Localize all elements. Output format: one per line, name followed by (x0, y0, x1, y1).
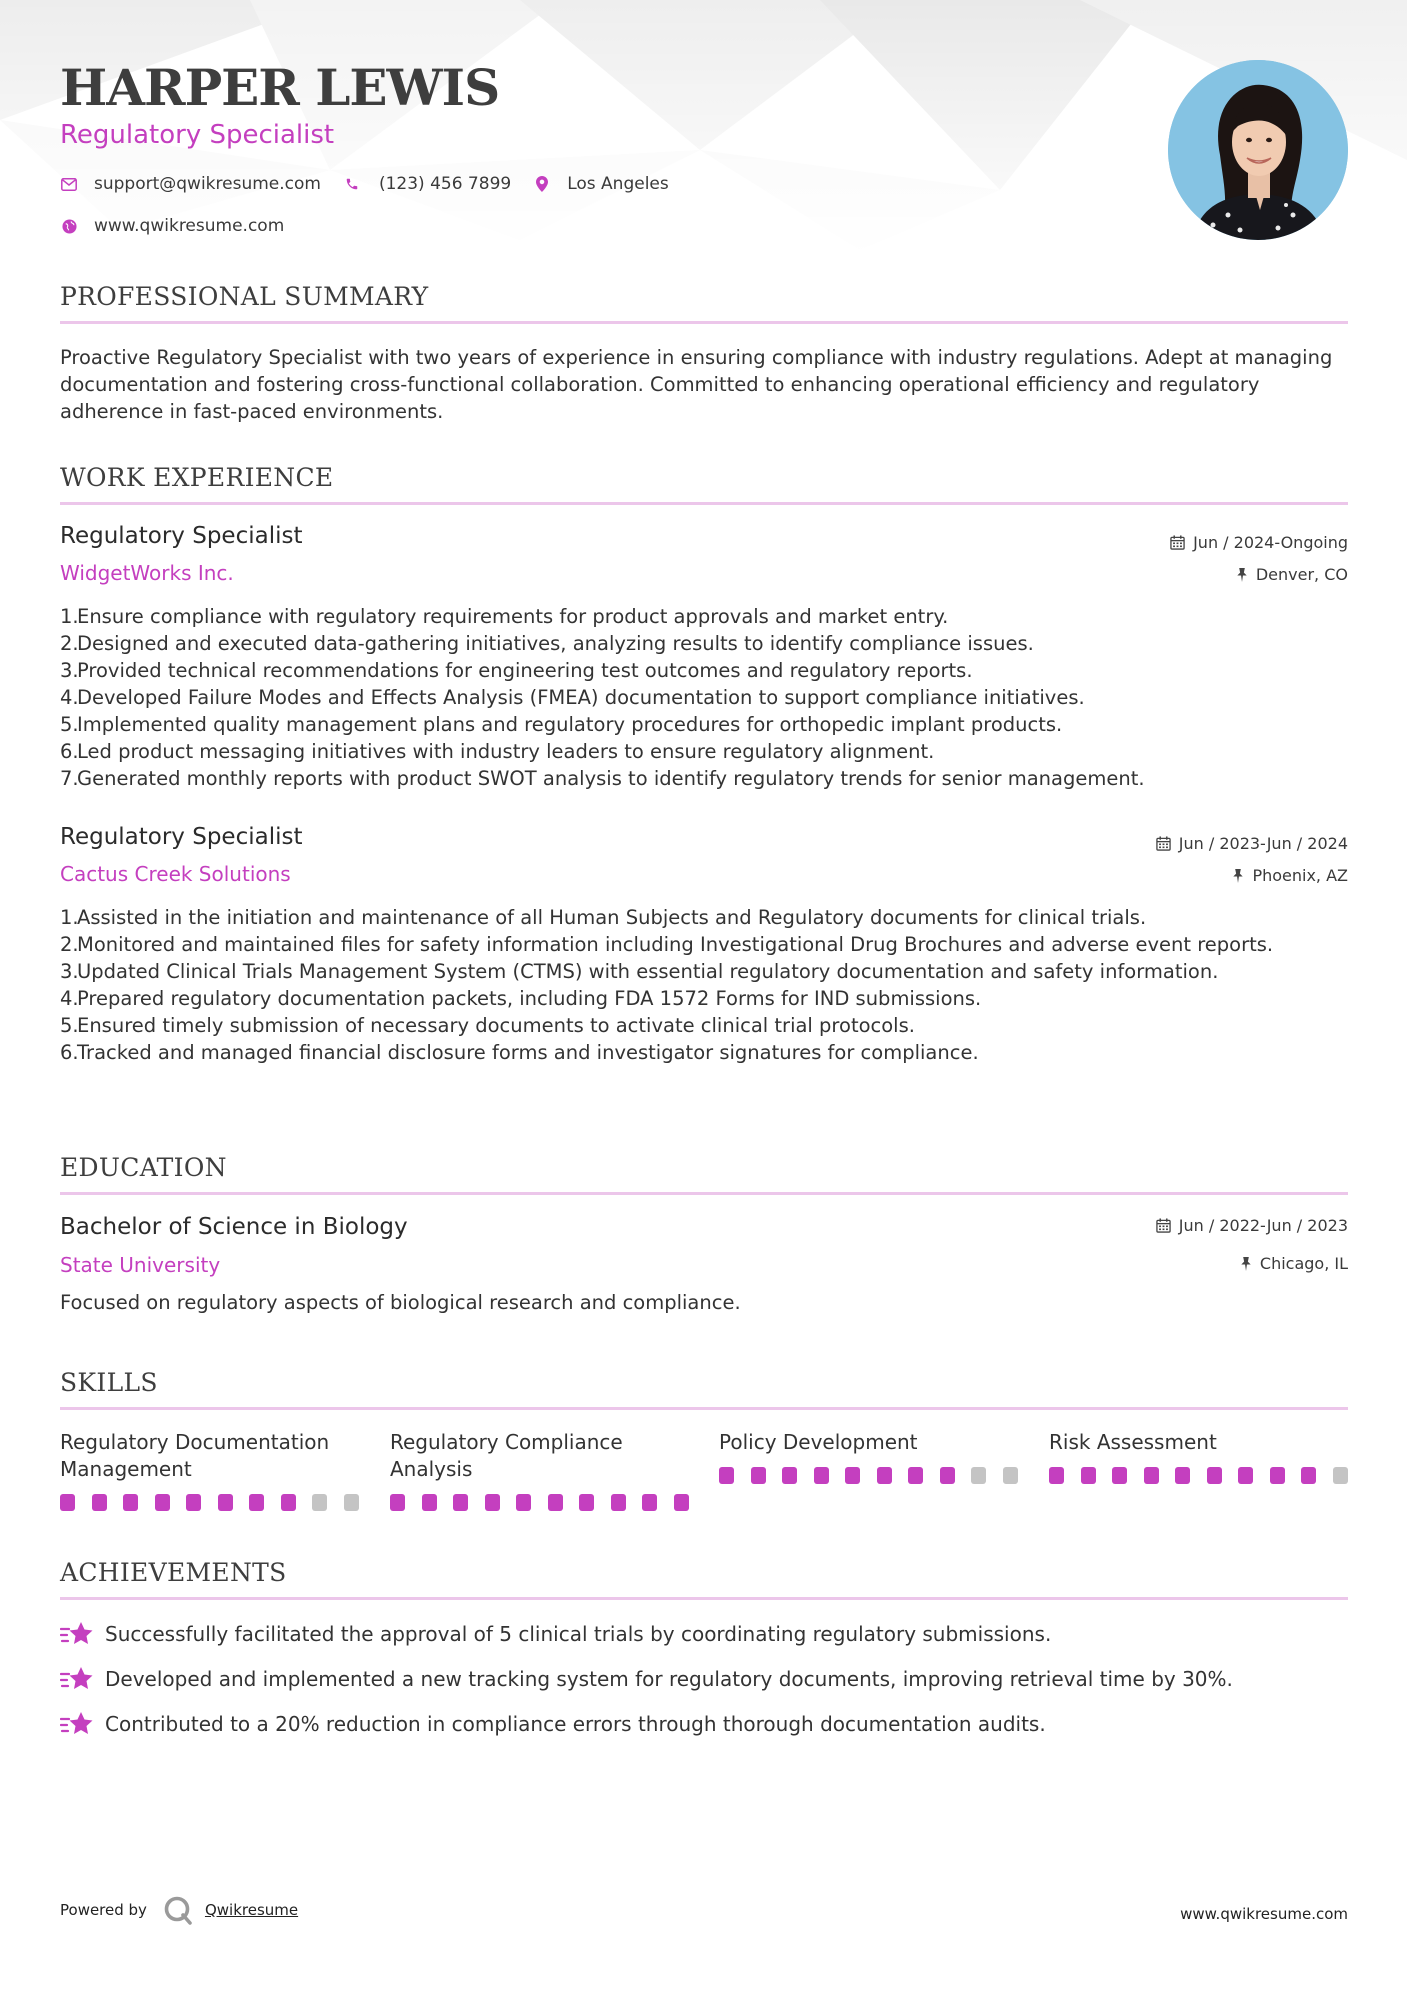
powered-by-label: Powered by (60, 1901, 147, 1919)
achievement-text: Successfully facilitated the approval of 5 clinical trials by coordinating regulatory submissions. (105, 1622, 1052, 1646)
skill-dot-empty (312, 1494, 327, 1511)
list-item: 4. Developed Failure Modes and Effects Analysis (FMEA) documentation to support compliance initiatives. (60, 686, 1085, 709)
skill-dot-empty (1003, 1467, 1018, 1484)
qwikresume-logo-icon (163, 1895, 193, 1925)
skill-name: Regulatory Documentation Management (60, 1430, 330, 1481)
education-dates-text: Jun / 2022-Jun / 2023 (1178, 1216, 1348, 1235)
education-location-text: Chicago, IL (1259, 1254, 1348, 1273)
experience-divider (60, 502, 1348, 505)
job-location (1236, 565, 1348, 584)
education-heading: EDUCATION (60, 1153, 227, 1182)
skill-dot-empty (1333, 1467, 1348, 1484)
job-dates (1170, 533, 1348, 552)
list-item: 6. Tracked and managed financial disclosure forms and investigator signatures for compliance. (60, 1041, 979, 1064)
skill-dot-filled (1175, 1467, 1190, 1484)
contact-phone[interactable]: (123) 456 7899 (378, 174, 512, 194)
skill-dot-filled (155, 1494, 170, 1511)
skill-dot-filled (1238, 1467, 1253, 1484)
calendar-icon (1170, 535, 1185, 550)
job-title: Regulatory Specialist (60, 824, 303, 850)
pushpin-icon (1236, 567, 1248, 582)
globe-icon (60, 217, 78, 235)
achievement-text: Contributed to a 20% reduction in compliance errors through thorough documentation audits. (105, 1712, 1046, 1736)
footer-url[interactable]: www.qwikresume.com (1180, 1905, 1348, 1923)
skill-dot-filled (249, 1494, 264, 1511)
list-item: 1. Ensure compliance with regulatory requirements for product approvals and market entry. (60, 605, 949, 628)
calendar-icon (1156, 1218, 1171, 1233)
experience-heading: WORK EXPERIENCE (60, 463, 334, 492)
skill-item (719, 1429, 1019, 1456)
contact-row-primary (60, 171, 691, 197)
brand-link[interactable]: Qwikresume (204, 1901, 299, 1919)
skill-dot-filled (1207, 1467, 1222, 1484)
skill-dot-filled (390, 1494, 405, 1511)
contact-row-secondary (60, 213, 306, 239)
skill-dot-filled (611, 1494, 626, 1511)
contact-website[interactable]: www.qwikresume.com (94, 216, 285, 236)
calendar-icon (1156, 836, 1171, 851)
skill-dot-filled (123, 1494, 138, 1511)
skill-dot-filled (453, 1494, 468, 1511)
education-description: Focused on regulatory aspects of biological research and compliance. (60, 1291, 741, 1314)
skill-dot-filled (422, 1494, 437, 1511)
job-location-text: Phoenix, AZ (1252, 866, 1348, 885)
education-divider (60, 1192, 1348, 1195)
contact-location: Los Angeles (567, 174, 669, 194)
job-dates-text: Jun / 2023-Jun / 2024 (1178, 834, 1348, 853)
skill-dot-filled (92, 1494, 107, 1511)
skill-dot-filled (751, 1467, 766, 1484)
job-responsibilities-list (60, 603, 1348, 792)
skill-dot-empty (971, 1467, 986, 1484)
skill-name: Policy Development (719, 1430, 918, 1454)
job-location (1232, 866, 1348, 885)
skill-dot-filled (845, 1467, 860, 1484)
job-location-text: Denver, CO (1255, 565, 1348, 584)
achievement-text: Developed and implemented a new tracking system for regulatory documents, improving retrieval time by 30%. (105, 1667, 1233, 1691)
skill-dot-filled (1270, 1467, 1285, 1484)
education-dates (1156, 1216, 1348, 1235)
skill-dot-filled (719, 1467, 734, 1484)
skill-rating (1049, 1467, 1348, 1484)
skill-dot-filled (1081, 1467, 1096, 1484)
achievement-item (60, 1665, 1233, 1693)
skill-item (1049, 1429, 1349, 1456)
skill-dot-filled (1144, 1467, 1159, 1484)
star-icon (60, 1620, 94, 1648)
achievement-item (60, 1710, 1046, 1738)
pushpin-icon (1232, 868, 1244, 883)
job-dates (1156, 834, 1348, 853)
education-degree: Bachelor of Science in Biology (60, 1214, 408, 1240)
skill-dot-filled (579, 1494, 594, 1511)
list-item: 5. Implemented quality management plans and regulatory procedures for orthopedic implant products. (60, 713, 1063, 736)
skill-name: Regulatory Compliance Analysis (390, 1430, 623, 1481)
summary-divider (60, 321, 1348, 324)
contact-email[interactable]: support@qwikresume.com (94, 174, 321, 194)
skills-divider (60, 1407, 1348, 1410)
skill-dot-filled (674, 1494, 689, 1511)
skill-dot-filled (782, 1467, 797, 1484)
list-item: 2. Monitored and maintained files for safety information including Investigational Drug Brochures and adverse event reports. (60, 933, 1274, 956)
summary-heading: PROFESSIONAL SUMMARY (60, 282, 429, 311)
skill-item (60, 1429, 360, 1483)
footer-powered-by (60, 1895, 298, 1925)
skill-dot-filled (60, 1494, 75, 1511)
achievements-heading: ACHIEVEMENTS (60, 1558, 287, 1587)
skill-dot-empty (344, 1494, 359, 1511)
list-item: 5. Ensured timely submission of necessary documents to activate clinical trial protocols. (60, 1014, 915, 1037)
skill-dot-filled (485, 1494, 500, 1511)
phone-icon (343, 175, 361, 193)
skill-dot-filled (1112, 1467, 1127, 1484)
skill-dot-filled (940, 1467, 955, 1484)
summary-text: Proactive Regulatory Specialist with two years of experience in ensuring compliance with industry regulations. Adept at managing documentation and fostering cross-functional collaboration. Committed to enhancing operational efficiency and regulatory adherence in fast-paced environments. (60, 346, 1333, 423)
pushpin-icon (1240, 1256, 1252, 1271)
job-company: Cactus Creek Solutions (60, 862, 291, 886)
job-dates-text: Jun / 2024-Ongoing (1193, 533, 1348, 552)
skill-dot-filled (516, 1494, 531, 1511)
skill-dot-filled (908, 1467, 923, 1484)
list-item: 2. Designed and executed data-gathering initiatives, analyzing results to identify compliance issues. (60, 632, 1034, 655)
star-icon (60, 1710, 94, 1738)
achievements-divider (60, 1597, 1348, 1600)
skill-rating (719, 1467, 1018, 1484)
education-school: State University (60, 1253, 221, 1277)
skill-dot-filled (281, 1494, 296, 1511)
skill-dot-filled (548, 1494, 563, 1511)
skill-rating (60, 1494, 359, 1511)
achievement-item (60, 1620, 1051, 1648)
envelope-icon (60, 175, 78, 193)
skill-name: Risk Assessment (1049, 1430, 1217, 1454)
skills-heading: SKILLS (60, 1368, 158, 1397)
job-title: Regulatory Specialist (60, 523, 303, 549)
skill-rating (390, 1494, 689, 1511)
skill-dot-filled (814, 1467, 829, 1484)
skill-item (390, 1429, 690, 1483)
list-item: 3. Updated Clinical Trials Management System (CTMS) with essential regulatory documentation and safety information. (60, 960, 1219, 983)
skill-dot-filled (218, 1494, 233, 1511)
star-icon (60, 1665, 94, 1693)
list-item: 4. Prepared regulatory documentation packets, including FDA 1572 Forms for IND submissions. (60, 987, 982, 1010)
list-item: 1. Assisted in the initiation and maintenance of all Human Subjects and Regulatory documents for clinical trials. (60, 906, 1147, 929)
skill-dot-filled (877, 1467, 892, 1484)
list-item: 6. Led product messaging initiatives with industry leaders to ensure regulatory alignment. (60, 740, 935, 763)
job-company: WidgetWorks Inc. (60, 561, 234, 585)
skill-dot-filled (1301, 1467, 1316, 1484)
job-responsibilities-list (60, 904, 1348, 1066)
profile-photo (1168, 60, 1348, 240)
skill-dot-filled (186, 1494, 201, 1511)
candidate-title: Regulatory Specialist (60, 120, 335, 150)
map-marker-icon (533, 175, 551, 193)
education-location (1240, 1254, 1348, 1273)
list-item: 7. Generated monthly reports with product SWOT analysis to identify regulatory trends for senior management. (60, 767, 1145, 790)
skill-dot-filled (1049, 1467, 1064, 1484)
skill-dot-filled (642, 1494, 657, 1511)
candidate-name: HARPER LEWIS (60, 58, 500, 117)
list-item: 3. Provided technical recommendations for engineering test outcomes and regulatory reports. (60, 659, 973, 682)
